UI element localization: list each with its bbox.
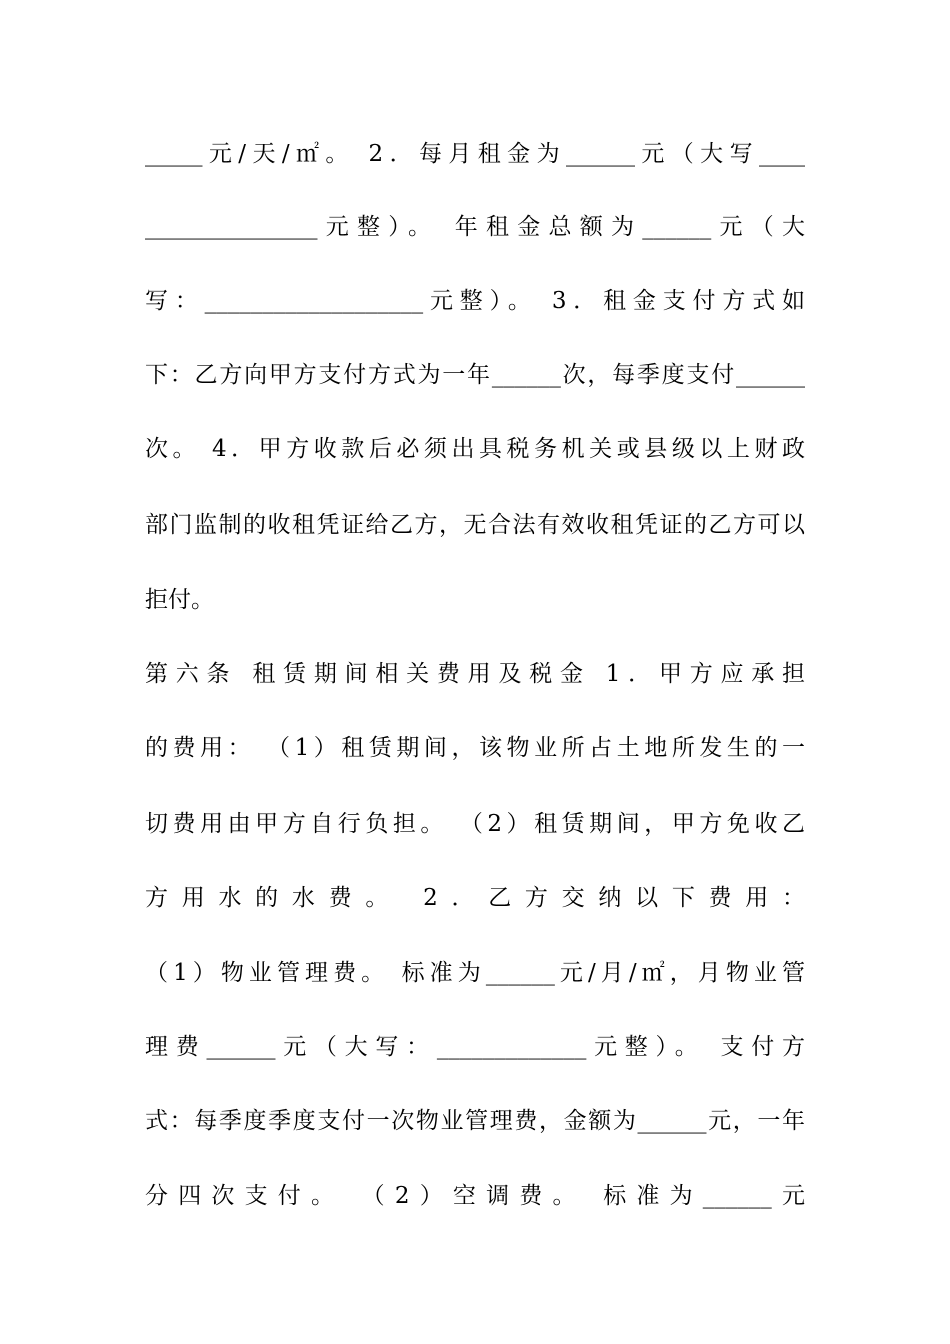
text-line-3: 写：___________________元整）。 3．租金支付方式如: [145, 288, 805, 314]
text-line-5: 次。 4．甲方收款后必须出具税务机关或县级以上财政: [145, 436, 805, 462]
text-line-11: 方用水的水费。 2．乙方交纳以下费用：: [145, 885, 805, 911]
text-line-4: 下：乙方向甲方支付方式为一年______次，每季度支付______: [145, 362, 805, 388]
section-heading-line: 第六条 租赁期间相关费用及税金 1．甲方应承担: [145, 661, 805, 687]
text-line-12: （1）物业管理费。 标准为______元/月/㎡，月物业管: [145, 960, 805, 986]
text-line-6: 部门监制的收租凭证给乙方，无合法有效收租凭证的乙方可以: [145, 512, 805, 538]
text-line-7: 拒付。: [145, 587, 214, 613]
text-line-13: 理费______元（大写：_____________元整）。 支付方: [145, 1034, 805, 1060]
text-line-1: _____元/天/㎡。 2．每月租金为______元（大写____: [145, 141, 805, 167]
text-line-10: 切费用由甲方自行负担。 （2）租赁期间，甲方免收乙: [145, 811, 805, 837]
text-line-9: 的费用： （1）租赁期间，该物业所占土地所发生的一: [145, 735, 805, 761]
text-line-15: 分四次支付。 （2）空调费。 标准为______元: [145, 1183, 805, 1209]
text-line-14: 式：每季度季度支付一次物业管理费，金额为______元，一年: [145, 1108, 805, 1134]
text-line-2: _______________元整）。 年租金总额为______元（大: [145, 214, 805, 240]
